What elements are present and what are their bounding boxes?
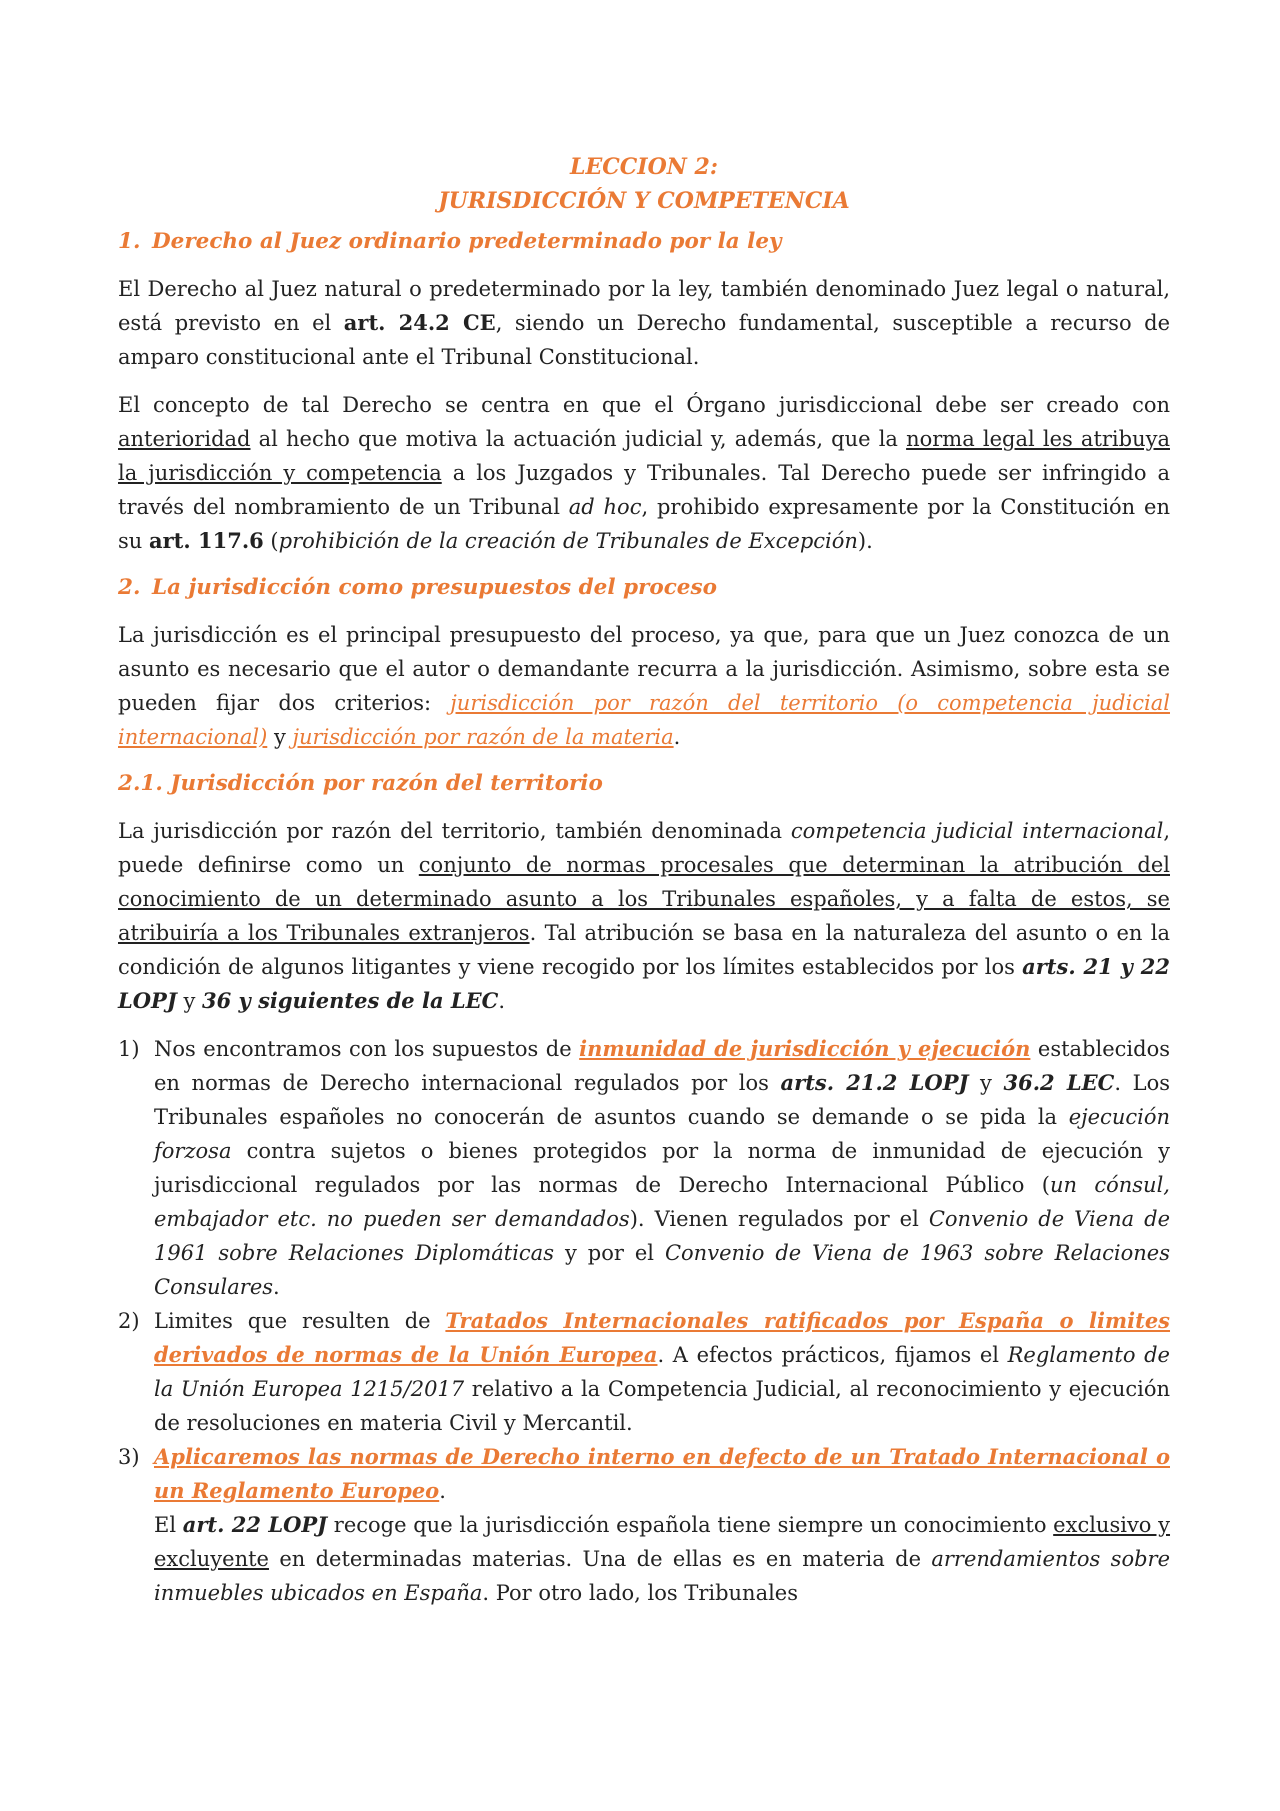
section-2-heading <box>118 572 1170 604</box>
article-reference: arts. 21 y 22 LOPJ <box>118 954 1170 1013</box>
list-item-paragraph <box>154 1440 1170 1508</box>
underlined-text: exclusivo y excluyente <box>154 1513 1171 1571</box>
section-2-heading-text: La jurisdicción como presupuestos del proceso <box>152 575 717 600</box>
text-run: La jurisdicción es el principal presupuesto del proceso, ya que, para que un Juez conozca de un asunto es necesario que el autor o demandante recurra a la jurisdicción. Asimismo, sobre esta se pueden fijar dos criterios: <box>118 623 1170 715</box>
text-run: El Derecho al Juez natural o predeterminado por la ley, también denominado Juez legal o natural, está previsto en el <box>118 277 1170 335</box>
text-run: Limites que resulten de <box>154 1309 446 1333</box>
domestic-law-link[interactable]: Aplicaremos las normas de Derecho interno en defecto de un Tratado Internacional o un Reglamento Europeo <box>154 1444 1170 1503</box>
section-2-1-paragraph-1 <box>118 814 1170 1018</box>
list-item <box>118 1304 1170 1440</box>
italic-text: Convenio de Viena de 1963 sobre Relaciones Consulares <box>154 1241 1170 1299</box>
text-run: relativo a la Competencia Judicial, al reconocimiento y ejecución de resoluciones en materia Civil y Mercantil. <box>154 1377 1170 1435</box>
text-run: El concepto de tal Derecho se centra en que el Órgano jurisdiccional debe ser creado con <box>118 393 1170 417</box>
section-2-1-heading: 2.1. Jurisdicción por razón del territorio <box>118 771 603 796</box>
underlined-text: anterioridad <box>118 427 251 451</box>
italic-text: ad hoc <box>568 495 642 519</box>
underlined-text: conjunto de normas procesales que determinan la atribución del conocimiento de un determinado asunto a los Tribunales españoles, y a falta de estos, se atribuiría a los Tribunales extranjeros <box>118 853 1170 945</box>
italic-text: arrendamientos sobre inmuebles ubicados en España <box>154 1547 1170 1605</box>
italic-text: competencia judicial internacional <box>790 819 1164 843</box>
text-run: ). Vienen regulados por el <box>629 1207 929 1231</box>
article-reference: 36 y siguientes de la LEC <box>202 988 499 1013</box>
italic-text: Convenio de Viena de 1961 sobre Relaciones Diplomáticas <box>154 1207 1171 1265</box>
text-run: y por el <box>553 1241 665 1265</box>
section-1-paragraph-1 <box>118 272 1170 374</box>
subject-matter-jurisdiction-link[interactable]: jurisdicción por razón de la materia <box>292 725 674 749</box>
italic-text: Reglamento de la Unión Europea 1215/2017 <box>154 1343 1170 1401</box>
underlined-text: norma legal les atribuya la jurisdicción y competencia <box>118 427 1170 485</box>
list-marker: 1) <box>118 1037 140 1061</box>
text-run: . <box>273 1275 280 1299</box>
list-marker: 2) <box>118 1309 140 1333</box>
list-item-paragraph <box>154 1508 1170 1610</box>
text-run: recoge que la jurisdicción española tiene siempre un conocimiento <box>327 1513 1054 1537</box>
italic-text: ejecución forzosa <box>154 1105 1170 1163</box>
article-reference: arts. 21.2 LOPJ <box>780 1070 969 1095</box>
section-1-number: 1. <box>118 229 141 254</box>
text-run: ). <box>857 529 873 553</box>
list-item <box>118 1032 1170 1304</box>
text-run: , puede definirse como un <box>118 819 1170 877</box>
text-run: al hecho que motiva la actuación judicial y, además, que la <box>250 427 907 451</box>
text-run: . <box>673 725 681 749</box>
immunity-link[interactable]: inmunidad de jurisdicción y ejecución <box>579 1036 1031 1061</box>
lesson-title: JURISDICCIÓN Y COMPETENCIA <box>438 188 850 214</box>
text-run: . <box>498 989 506 1013</box>
text-run: en determinadas materias. Una de ellas es en materia de <box>268 1547 932 1571</box>
text-run: La jurisdicción por razón del territorio, también denominada <box>118 819 791 843</box>
text-run: , siendo un Derecho fundamental, susceptible a recurso de amparo constitucional ante el Tribunal Constitucional. <box>118 311 1170 369</box>
text-run: contra sujetos o bienes protegidos por la norma de inmunidad de ejecución y jurisdiccional regulados por las normas de Derecho Internacional Público ( <box>154 1139 1170 1197</box>
text-run: ( <box>263 529 279 553</box>
territory-jurisdiction-link[interactable]: jurisdicción por razón del territorio (o competencia judicial internacional) <box>118 691 1170 749</box>
lesson-number-title: LECCION 2: <box>570 154 718 180</box>
section-2-number: 2. <box>118 575 141 600</box>
text-run: . A efectos prácticos, fijamos el <box>657 1343 1008 1367</box>
article-reference: art. 117.6 <box>148 528 264 553</box>
document-page <box>118 150 1170 1610</box>
section-1-heading <box>118 226 1170 258</box>
text-run: establecidos en normas de Derecho internacional regulados por los <box>154 1037 1170 1095</box>
section-1-heading-text: Derecho al Juez ordinario predeterminado por la ley <box>152 229 782 254</box>
text-run: Nos encontramos con los supuestos de <box>154 1037 580 1061</box>
text-run: y <box>968 1071 1004 1095</box>
article-reference: art. 24.2 CE <box>343 310 496 335</box>
list-marker: 3) <box>118 1445 140 1469</box>
text-run: , prohibido expresamente por la Constitución en su <box>118 495 1170 553</box>
text-run: y <box>267 725 293 749</box>
text-run: a los Juzgados y Tribunales. Tal Derecho puede ser infringido a través del nombramiento de un Tribunal <box>118 461 1170 519</box>
italic-text: prohibición de la creación de Tribunales de Excepción <box>278 529 858 553</box>
text-run: . Por otro lado, los Tribunales <box>482 1581 799 1605</box>
text-run: . Tal atribución se basa en la naturaleza del asunto o en la condición de algunos litigantes y viene recogido por los límites establecidos por los <box>118 921 1170 979</box>
italic-text: un cónsul, embajador etc. no pueden ser demandados <box>154 1173 1170 1231</box>
text-run: . Los Tribunales españoles no conocerán de asuntos cuando se demande o se pida la <box>154 1071 1171 1129</box>
list-item <box>118 1440 1170 1610</box>
article-reference: 36.2 LEC <box>1003 1070 1115 1095</box>
text-run: y <box>176 989 203 1013</box>
text-run: . <box>439 1479 446 1503</box>
article-reference: art. 22 LOPJ <box>182 1512 328 1537</box>
international-treaties-link[interactable]: Tratados Internacionales ratificados por España o limites derivados de normas de la Unión Europea <box>154 1308 1171 1367</box>
text-run: El <box>154 1513 183 1537</box>
numbered-list <box>118 1032 1170 1610</box>
section-2-paragraph-1 <box>118 618 1170 754</box>
section-1-paragraph-2 <box>118 388 1170 558</box>
